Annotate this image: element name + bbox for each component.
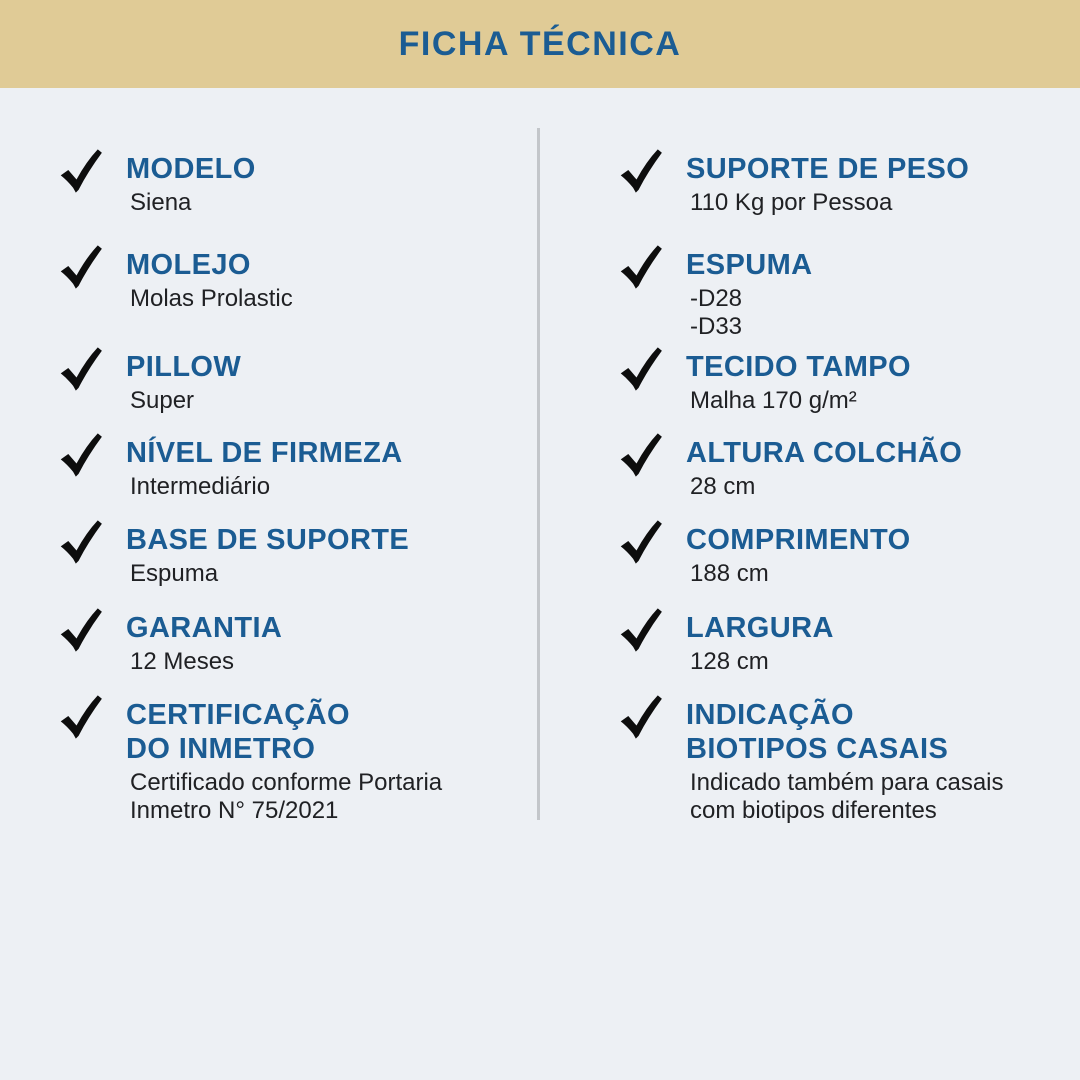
right-column (618, 0, 1078, 1080)
spec-value (126, 387, 241, 415)
spec-title-line: MODELO (126, 153, 256, 185)
spec-value-line: 12 Meses (130, 648, 235, 675)
spec-title-line: GARANTIA (126, 612, 283, 644)
spec-title (686, 611, 834, 645)
spec-value (126, 285, 293, 313)
spec-title-line: CERTIFICAÇÃO (126, 699, 350, 731)
check-icon (58, 432, 106, 480)
check-icon (58, 346, 106, 394)
check-icon (58, 519, 106, 567)
check-icon (618, 148, 666, 196)
spec-text (686, 698, 1004, 825)
spec-value-line: Super (130, 387, 195, 414)
spec-title (686, 698, 1004, 766)
spec-item (58, 248, 293, 313)
spec-title-line: ALTURA COLCHÃO (686, 437, 963, 469)
spec-value (686, 285, 812, 341)
check-icon (618, 244, 666, 292)
spec-title (126, 248, 293, 282)
spec-value-line: Intermediário (130, 473, 271, 500)
check-icon (618, 607, 666, 655)
spec-value (686, 560, 911, 588)
spec-title-line: INDICAÇÃO (686, 699, 854, 731)
spec-text (126, 611, 282, 676)
spec-value-line: 128 cm (690, 648, 769, 675)
spec-item (58, 436, 403, 501)
spec-title (686, 436, 962, 470)
check-icon (58, 244, 106, 292)
spec-value (126, 189, 256, 217)
spec-value (686, 769, 1004, 825)
check-icon (618, 432, 666, 480)
spec-item (618, 350, 911, 415)
spec-value-line: Indicado também para casais (690, 769, 1004, 796)
spec-item (618, 523, 911, 588)
spec-value (126, 473, 403, 501)
spec-value (126, 769, 442, 825)
spec-text (126, 523, 409, 588)
spec-item (58, 698, 442, 825)
spec-item (618, 248, 812, 341)
spec-title (126, 350, 241, 384)
spec-title (126, 698, 442, 766)
spec-text (126, 436, 403, 501)
spec-title-line: BIOTIPOS CASAIS (686, 733, 949, 765)
spec-text (686, 350, 911, 415)
spec-value-line: -D28 (690, 285, 743, 312)
spec-title (686, 152, 969, 186)
spec-title (686, 350, 911, 384)
spec-title-line: LARGURA (686, 612, 834, 644)
spec-item (618, 698, 1004, 825)
check-icon (618, 519, 666, 567)
spec-value-line: Certificado conforme Portaria (130, 769, 443, 796)
check-icon (58, 607, 106, 655)
spec-text (126, 350, 241, 415)
spec-title (126, 436, 403, 470)
spec-title (126, 152, 256, 186)
spec-title-line: MOLEJO (126, 249, 251, 281)
check-icon (58, 148, 106, 196)
check-icon (618, 346, 666, 394)
spec-value-line: -D33 (690, 313, 743, 340)
spec-item (618, 611, 834, 676)
spec-title-line: SUPORTE DE PESO (686, 153, 970, 185)
spec-title (686, 248, 812, 282)
spec-title-line: PILLOW (126, 351, 242, 383)
spec-value-line: 110 Kg por Pessoa (690, 189, 893, 216)
spec-value (686, 387, 911, 415)
spec-text (686, 152, 969, 217)
spec-value-line: com biotipos diferentes (690, 797, 937, 824)
check-icon (58, 694, 106, 742)
spec-item (58, 611, 282, 676)
spec-title-line: DO INMETRO (126, 733, 316, 765)
spec-text (686, 436, 962, 501)
spec-title-line: COMPRIMENTO (686, 524, 911, 556)
spec-value-line: Espuma (130, 560, 219, 587)
spec-value-line: Siena (130, 189, 192, 216)
spec-text (686, 611, 834, 676)
column-divider (537, 128, 540, 820)
spec-item (58, 152, 256, 217)
spec-value (686, 189, 969, 217)
spec-text (126, 248, 293, 313)
spec-value-line: 188 cm (690, 560, 769, 587)
spec-title (126, 523, 409, 557)
spec-value (686, 648, 834, 676)
spec-value-line: 28 cm (690, 473, 756, 500)
spec-text (126, 152, 256, 217)
spec-title-line: BASE DE SUPORTE (126, 524, 410, 556)
left-column (58, 0, 518, 1080)
spec-text (686, 248, 812, 341)
page-title: FICHA TÉCNICA (398, 24, 682, 63)
spec-title-line: ESPUMA (686, 249, 813, 281)
spec-title (126, 611, 282, 645)
spec-item (58, 523, 409, 588)
spec-item (58, 350, 241, 415)
spec-value-line: Malha 170 g/m² (690, 387, 857, 414)
spec-value (126, 648, 282, 676)
spec-item (618, 152, 969, 217)
spec-title-line: NÍVEL DE FIRMEZA (126, 437, 403, 469)
spec-item (618, 436, 962, 501)
check-icon (618, 694, 666, 742)
spec-title (686, 523, 911, 557)
spec-value (126, 560, 409, 588)
spec-value-line: Molas Prolastic (130, 285, 293, 312)
spec-text (686, 523, 911, 588)
spec-value-line: Inmetro N° 75/2021 (130, 797, 339, 824)
spec-title-line: TECIDO TAMPO (686, 351, 911, 383)
spec-text (126, 698, 442, 825)
spec-value (686, 473, 962, 501)
